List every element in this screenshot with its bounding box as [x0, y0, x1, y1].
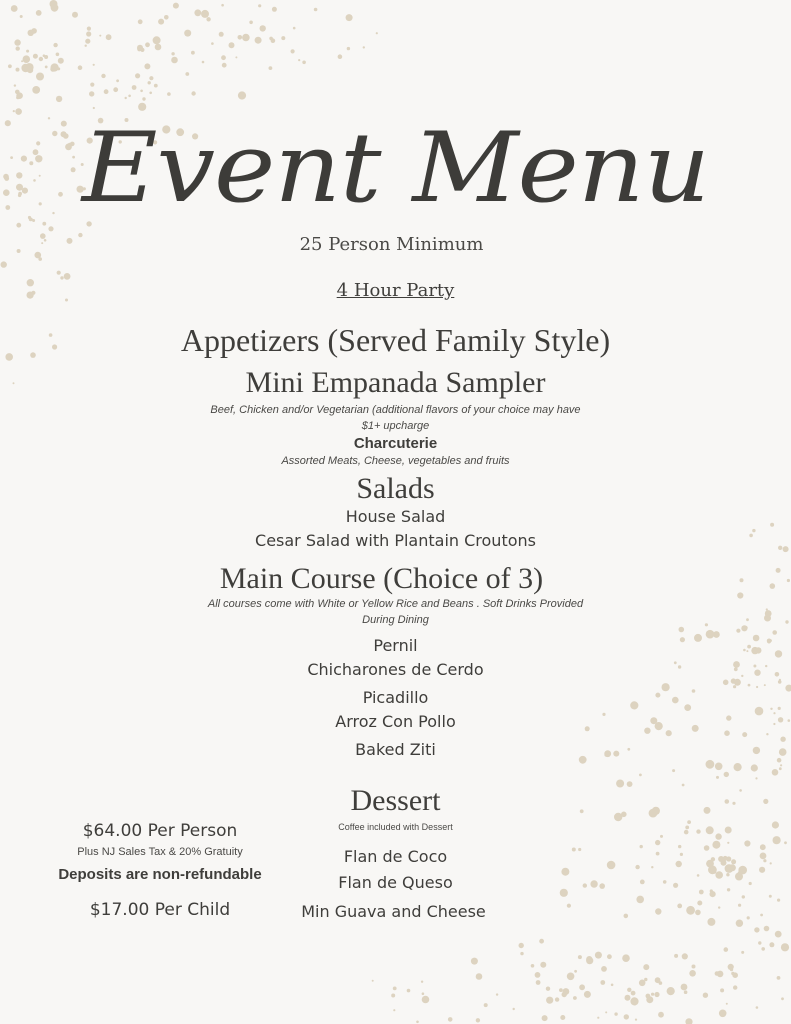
main-course-item: Baked Ziti — [355, 740, 436, 759]
salads-heading: Salads — [356, 472, 435, 505]
charcuterie-desc: Assorted Meats, Cheese, vegetables and fruits — [281, 455, 510, 467]
charcuterie-heading: Charcuterie — [353, 435, 438, 452]
main-course-item: Pernil — [373, 636, 418, 655]
minimum-note: 25 Person Minimum — [299, 234, 484, 255]
main-course-item: Picadillo — [362, 688, 429, 707]
salad-item: Cesar Salad with Plantain Croutons — [255, 531, 536, 550]
salad-item: House Salad — [345, 507, 446, 526]
dessert-item: Flan de Coco — [343, 847, 448, 866]
appetizers-heading: Appetizers (Served Family Style) — [180, 322, 611, 358]
party-duration: 4 Hour Party — [336, 280, 455, 301]
price-per-child: $17.00 Per Child — [89, 900, 231, 920]
empanada-desc-line1: Beef, Chicken and/or Vegetarian (additional flavors of your choice may have — [210, 404, 581, 416]
deposit-note: Deposits are non-refundable — [58, 866, 262, 883]
empanada-desc-line2: $1+ upcharge — [361, 420, 430, 432]
main-course-item: Chicharones de Cerdo — [307, 660, 484, 679]
main-course-heading: Main Course (Choice of 3) — [219, 562, 544, 595]
price-per-person: $64.00 Per Person — [82, 821, 238, 841]
dessert-item: Flan de Queso — [338, 873, 453, 892]
main-course-item: Arroz Con Pollo — [335, 712, 456, 731]
main-course-desc-line2: During Dining — [362, 614, 429, 626]
main-course-desc-line1: All courses come with White or Yellow Rice and Beans . Soft Drinks Provided — [207, 598, 584, 610]
tax-gratuity-note: Plus NJ Sales Tax & 20% Gratuity — [77, 846, 243, 858]
menu-title: Event Menu — [81, 112, 710, 224]
dessert-heading: Dessert — [350, 784, 441, 817]
empanada-heading: Mini Empanada Sampler — [245, 366, 546, 399]
dessert-note: Coffee included with Dessert — [338, 822, 453, 832]
dessert-item: Min Guava and Cheese — [301, 902, 486, 921]
